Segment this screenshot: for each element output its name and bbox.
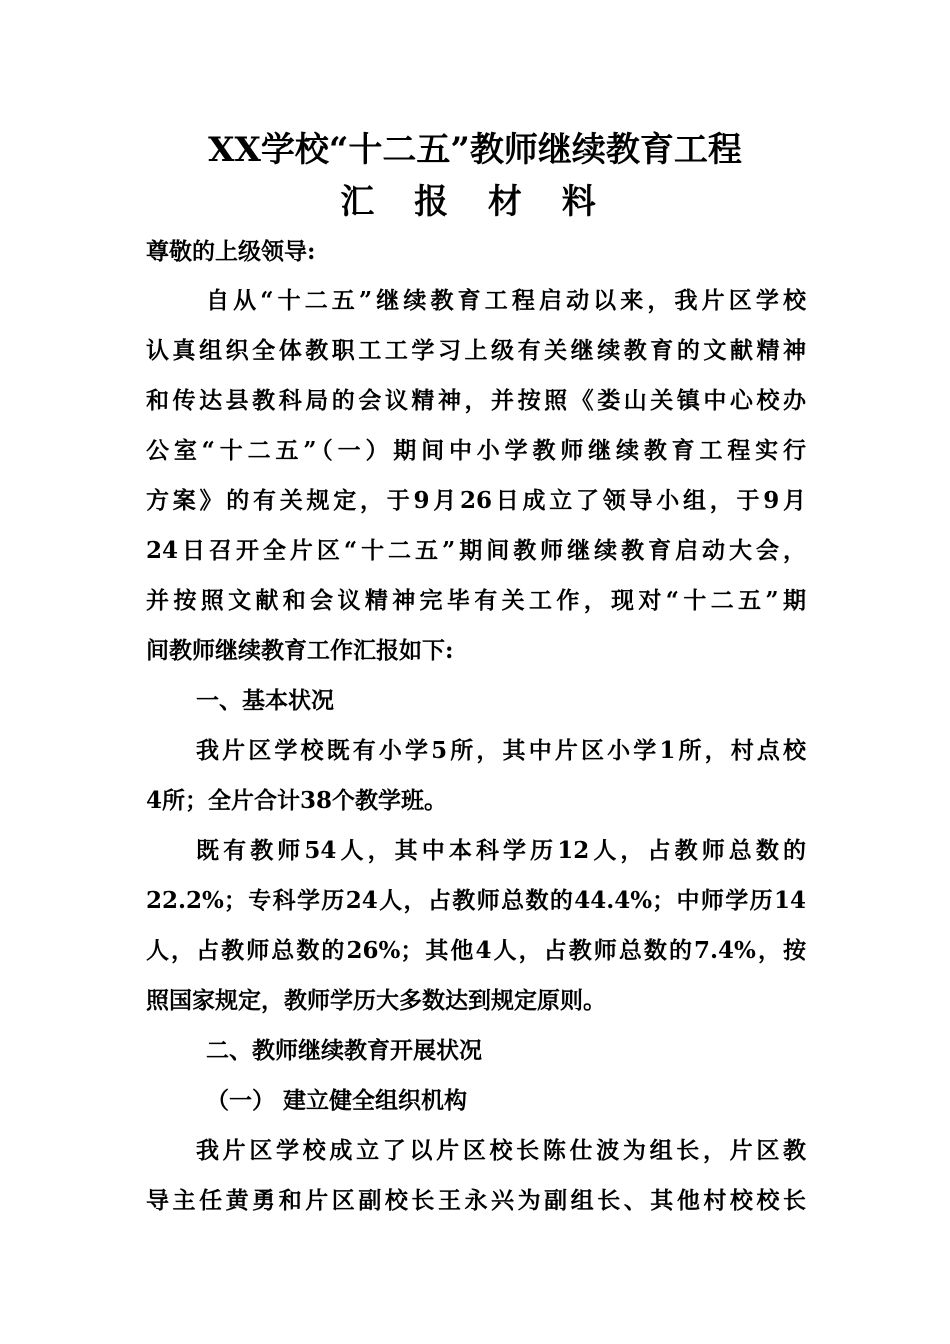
paragraph-line: 我片区学校成立了以片区校长陈仕波为组长，片区教 xyxy=(196,1137,806,1164)
paragraph-line: 公室“十二五”（一）期间中小学教师继续教育工程实行 xyxy=(146,437,806,464)
paragraph-line: 认真组织全体教职工工学习上级有关继续教育的文献精神 xyxy=(146,337,806,364)
paragraph-line: 我片区学校既有小学5所，其中片区小学1所，村点校 xyxy=(196,737,806,764)
paragraph-line: 和传达县教科局的会议精神，并按照《娄山关镇中心校办 xyxy=(146,387,806,414)
paragraph-line: 22.2%；专科学历24人，占教师总数的44.4%；中师学历14 xyxy=(146,887,806,914)
section-heading: 一、基本状况 xyxy=(196,687,334,714)
paragraph-line: 4所；全片合计38个教学班。 xyxy=(146,787,448,814)
document-subtitle: 汇 报 材 料 xyxy=(340,182,610,222)
paragraph-line: 方案》的有关规定，于9月26日成立了领导小组，于9月 xyxy=(146,487,806,514)
paragraph-line: 照国家规定，教师学历大多数达到规定原则。 xyxy=(146,987,606,1014)
paragraph-line: 人，占教师总数的26%；其他4人，占教师总数的7.4%，按 xyxy=(146,937,806,964)
paragraph-line: 自从“十二五”继续教育工程启动以来，我片区学校 xyxy=(206,287,806,314)
subsection-heading: （一） 建立健全组织机构 xyxy=(206,1087,468,1114)
paragraph-line: 导主任黄勇和片区副校长王永兴为副组长、其他村校校长 xyxy=(146,1187,806,1214)
paragraph-line: 间教师继续教育工作汇报如下: xyxy=(146,637,454,664)
document-title: XX学校“十二五”教师继续教育工程 xyxy=(208,130,742,170)
salutation: 尊敬的上级领导: xyxy=(146,238,316,265)
section-heading: 二、教师继续教育开展状况 xyxy=(206,1037,482,1064)
paragraph-line: 并按照文献和会议精神完毕有关工作，现对“十二五”期 xyxy=(146,587,806,614)
paragraph-line: 24日召开全片区“十二五”期间教师继续教育启动大会， xyxy=(146,537,806,564)
paragraph-line: 既有教师54人，其中本科学历12人，占教师总数的 xyxy=(196,837,806,864)
